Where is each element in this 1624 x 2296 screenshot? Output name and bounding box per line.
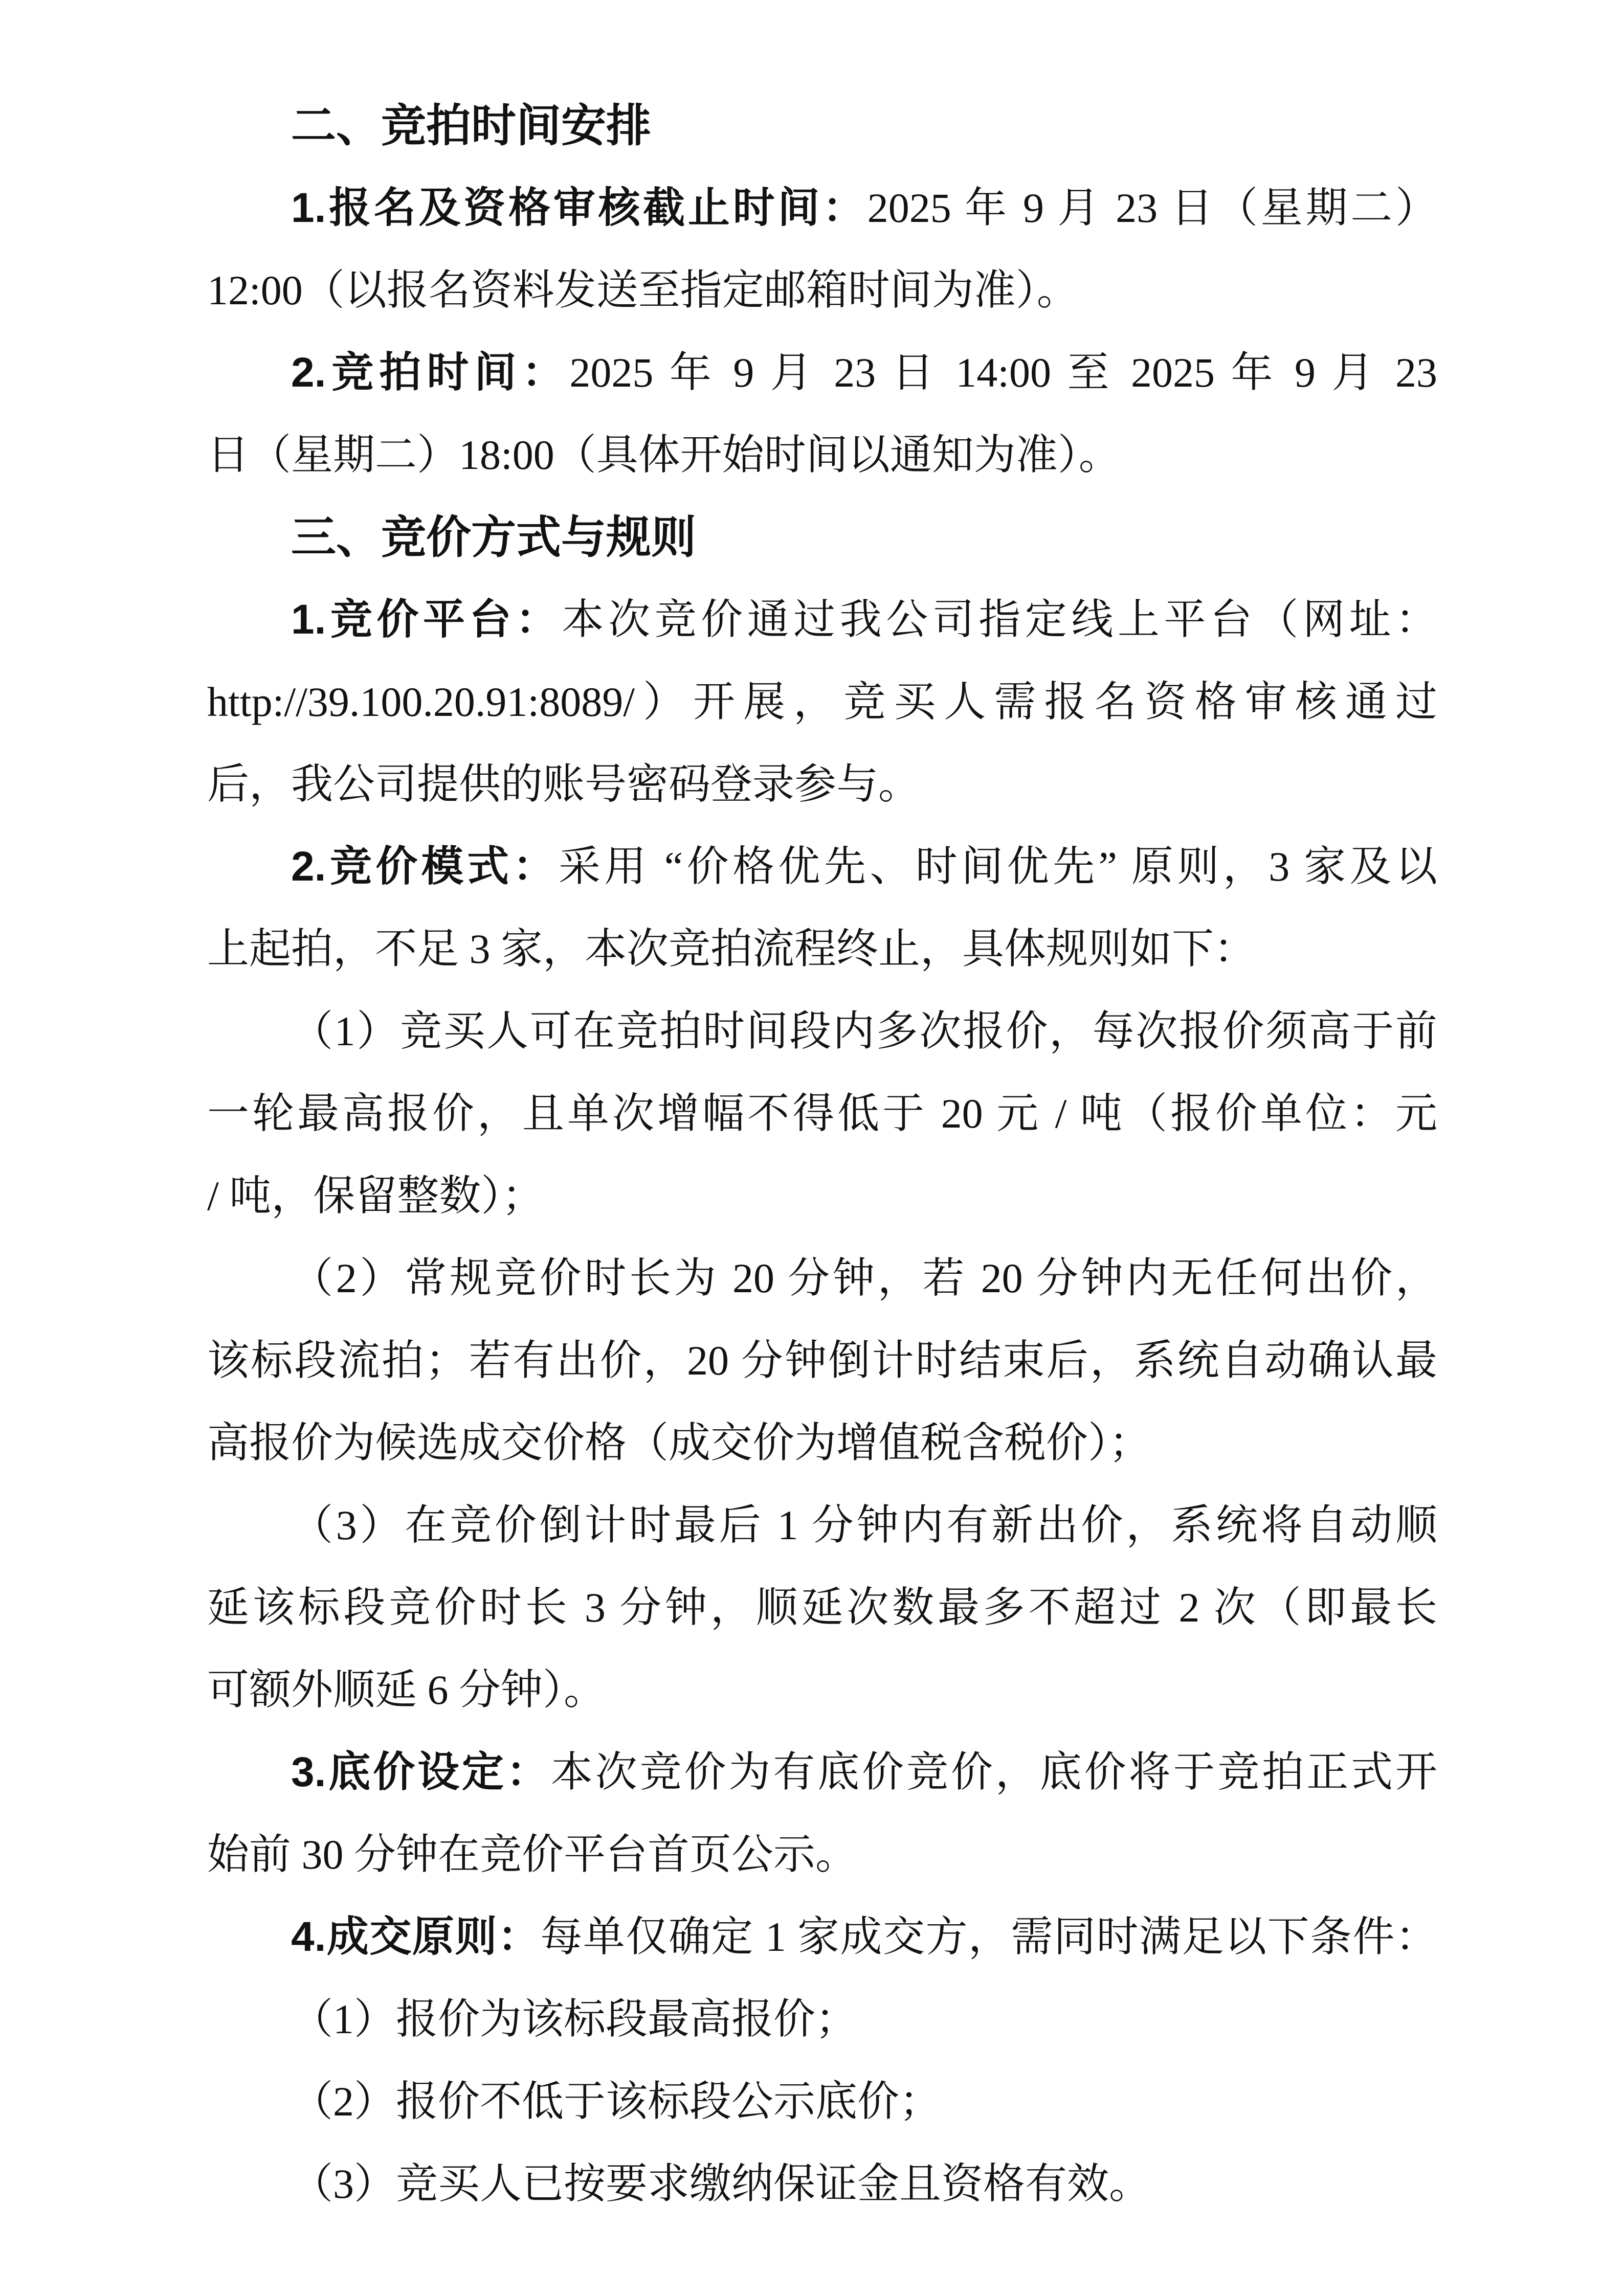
section-heading <box>207 496 1437 578</box>
document-body <box>207 84 1437 2225</box>
body-text: （1）竞买人可在竞拍时间段内多次报价，每次报价须高于前 <box>291 1008 1437 1054</box>
body-text: 后，我公司提供的账号密码登录参与。 <box>207 761 921 807</box>
bold-label: 1.报名及资格审核截止时间： <box>291 185 867 231</box>
body-text: （2）报价不低于该标段公示底价； <box>291 2078 942 2125</box>
body-text: 本次竞价通过我公司指定线上平台（网址： <box>562 596 1437 643</box>
text-line <box>207 167 1437 249</box>
text-line <box>207 1978 1437 2060</box>
text-line <box>207 1319 1437 1402</box>
text-line <box>207 661 1437 743</box>
body-text: （2）常规竞价时长为 20 分钟，若 20 分钟内无任何出价， <box>291 1255 1437 1301</box>
section-heading <box>207 84 1437 167</box>
body-text: 2025 年 9 月 23 日 14:00 至 2025 年 9 月 23 <box>569 349 1437 396</box>
body-text: 2025 年 9 月 23 日（星期二） <box>867 185 1437 231</box>
text-line <box>207 2060 1437 2143</box>
bold-label: 2.竞拍时间： <box>291 349 570 396</box>
text-line <box>207 1237 1437 1319</box>
body-text: 12:00（以报名资料发送至指定邮箱时间为准）。 <box>207 267 1079 313</box>
text-line <box>207 1896 1437 1978</box>
body-text: 采用 “价格优先、时间优先” 原则，3 家及以 <box>559 843 1437 890</box>
bold-label: 3.底价设定： <box>291 1749 551 1795</box>
body-text: 延该标段竞价时长 3 分钟，顺延次数最多不超过 2 次（即最长 <box>207 1584 1437 1631</box>
text-line <box>207 1566 1437 1649</box>
text-line <box>207 2143 1437 2225</box>
text-line <box>207 1813 1437 1896</box>
text-line <box>207 331 1437 414</box>
bold-label: 4.成交原则： <box>291 1914 541 1960</box>
body-text: 始前 30 分钟在竞价平台首页公示。 <box>207 1831 858 1878</box>
text-line <box>207 990 1437 1072</box>
bold-label: 二、竞拍时间安排 <box>291 100 652 151</box>
body-text: 日（星期二）18:00（具体开始时间以通知为准）。 <box>207 432 1121 478</box>
text-line <box>207 578 1437 661</box>
body-text: 本次竞价为有底价竞价，底价将于竞拍正式开 <box>550 1749 1437 1795</box>
body-text: 该标段流拍；若有出价，20 分钟倒计时结束后，系统自动确认最 <box>207 1337 1437 1384</box>
text-line <box>207 1402 1437 1484</box>
bold-label: 1.竞价平台： <box>291 596 562 643</box>
text-line <box>207 1155 1437 1237</box>
text-line <box>207 249 1437 331</box>
text-line <box>207 414 1437 496</box>
text-line <box>207 743 1437 825</box>
bold-label: 2.竞价模式： <box>291 843 559 890</box>
text-line <box>207 1072 1437 1155</box>
text-line <box>207 1484 1437 1566</box>
body-text: 可额外顺延 6 分钟）。 <box>207 1667 606 1713</box>
body-text: 高报价为候选成交价格（成交价为增值税含税价）； <box>207 1420 1151 1466</box>
text-line <box>207 1731 1437 1813</box>
text-line <box>207 908 1437 990</box>
bold-label: 三、竞价方式与规则 <box>291 512 697 562</box>
body-text: （3）竞买人已按要求缴纳保证金且资格有效。 <box>291 2160 1151 2207</box>
text-line <box>207 825 1437 908</box>
body-text: http://39.100.20.91:8089/）开展，竞买人需报名资格审核通过 <box>207 679 1437 725</box>
body-text: （3）在竞价倒计时最后 1 分钟内有新出价，系统将自动顺 <box>291 1502 1437 1548</box>
body-text: 每单仅确定 1 家成交方，需同时满足以下条件： <box>540 1914 1437 1960</box>
text-line <box>207 1649 1437 1731</box>
body-text: （1）报价为该标段最高报价； <box>291 1996 858 2042</box>
body-text: 一轮最高报价，且单次增幅不得低于 20 元 / 吨（报价单位：元 <box>207 1090 1437 1137</box>
body-text: / 吨，保留整数）； <box>207 1173 544 1219</box>
body-text: 上起拍，不足 3 家，本次竞拍流程终止，具体规则如下： <box>207 926 1256 972</box>
